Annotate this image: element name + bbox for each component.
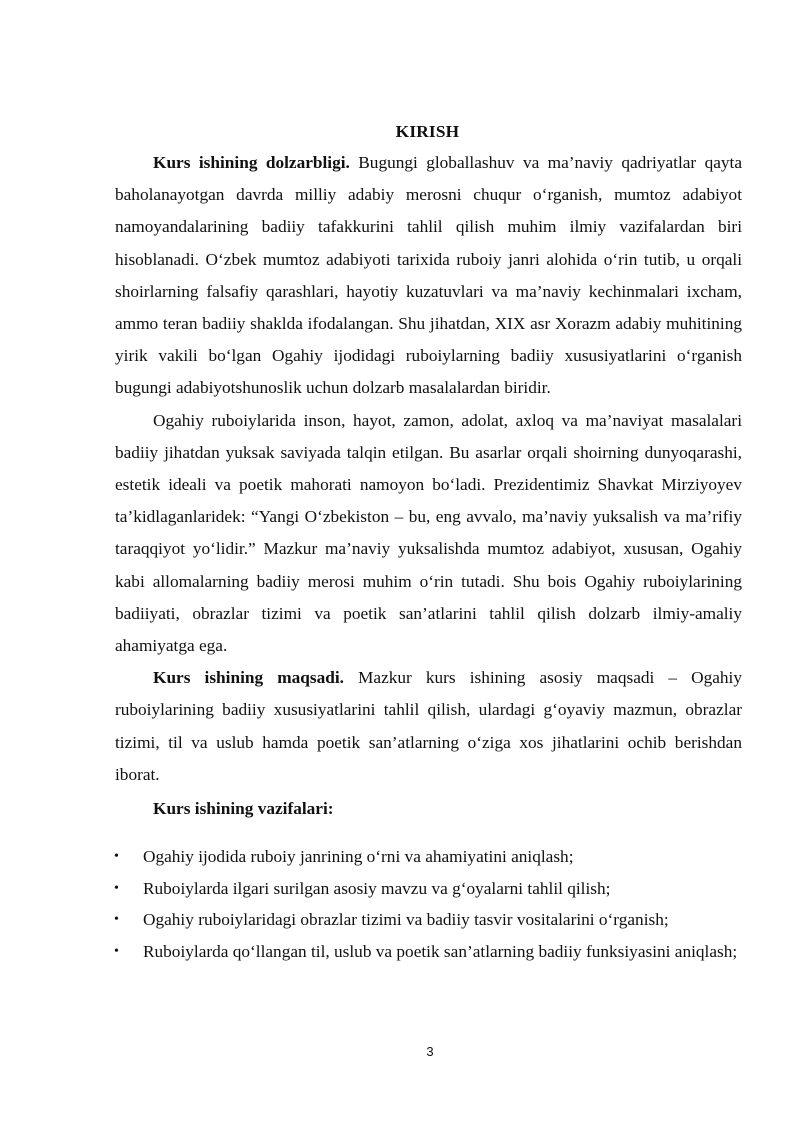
task-item-4 [115,936,742,968]
task-item-3 [115,904,742,936]
task-item-1 [115,841,742,873]
section-heading: KIRISH [395,122,460,141]
goal-text: Mazkur kurs ishining asosiy maqsadi – Ogahiy ruboiylarining badiiy xususiyatlarini tahlil qilish, ulardagi g‘oyaviy mazmun, obrazlar tizimi, til va uslub hamda poetik san’atlarning o‘ziga xos jihatlarini ochib berishdan iborat. [115,668,742,784]
tasks-list [115,841,742,967]
relevance-lead: Kurs ishining dolzarbligi. [153,153,350,172]
tasks-heading: Kurs ishining vazifalari: [153,799,334,819]
bullet-icon: • [114,912,119,928]
task-text-1: Ogahiy ijodida ruboiy janrining o‘rni va ahamiyatini aniqlash; [143,847,574,867]
relevance-paragraph [115,147,742,405]
bullet-icon: • [114,880,119,896]
bullet-icon: • [114,849,119,865]
goal-paragraph [115,662,742,791]
relevance-text: Bugungi globallashuv va ma’naviy qadriyatlar qayta baholanayotgan davrda milliy adabiy merosni chuqur o‘rganish, mumtoz adabiyot namoyandalarining badiiy tafakkurini tahlil qilish muhim ilmiy vazifalardan biri hisoblanadi. O‘zbek mumtoz adabiyoti tarixida ruboiy janri alohida o‘rin tutib, u orqali shoirlarning falsafiy qarashlari, hayotiy kuzatuvlari va ma’naviy kechinmalari ixcham, ammo teran badiiy shaklda ifodalangan. Shu jihatdan, XIX asr Xorazm adabiy muhitining yirik vakili bo‘lgan Ogahiy ijodidagi ruboiylarning badiiy xususiyatlarini o‘rganish bugungi adabiyotshunoslik uchun dolzarb masalalardan biridir. [115,153,742,398]
page-number: 3 [426,1044,434,1059]
body-text [115,147,742,967]
task-item-2 [115,873,742,905]
task-text-2: Ruboiylarda ilgari surilgan asosiy mavzu va g‘oyalarni tahlil qilish; [143,878,611,898]
task-text-4: Ruboiylarda qo‘llangan til, uslub va poetik san’atlarning badiiy funksiyasini aniqlash; [143,941,738,961]
task-text-3: Ogahiy ruboiylaridagi obrazlar tizimi va badiiy tasvir vositalarini o‘rganish; [143,910,669,930]
bullet-icon: • [114,943,119,959]
goal-lead: Kurs ishining maqsadi. [153,668,344,688]
context-paragraph: Ogahiy ruboiylarida inson, hayot, zamon, adolat, axloq va ma’naviyat masalalari badiiy jihatdan yuksak saviyada talqin etilgan. Bu asarlar orqali shoirning dunyoqarashi, estetik ideali va poetik mahorati namoyon bo‘ladi. Prezidentimiz Shavkat Mirziyoyev ta’kidlaganlaridek: “Yangi O‘zbekiston – bu, eng avvalo, ma’naviy yuksalish va ma’rifiy taraqqiyot yo‘lidir.” Mazkur ma’naviy yuksalishda mumtoz adabiyot, xususan, Ogahiy kabi allomalarning badiiy merosi muhim o‘rin tutadi. Shu bois Ogahiy ruboiylarining badiiyati, obrazlar tizimi va poetik san’atlarini tahlil qilish dolzarb ilmiy-amaliy ahamiyatga ega. [115,410,742,656]
